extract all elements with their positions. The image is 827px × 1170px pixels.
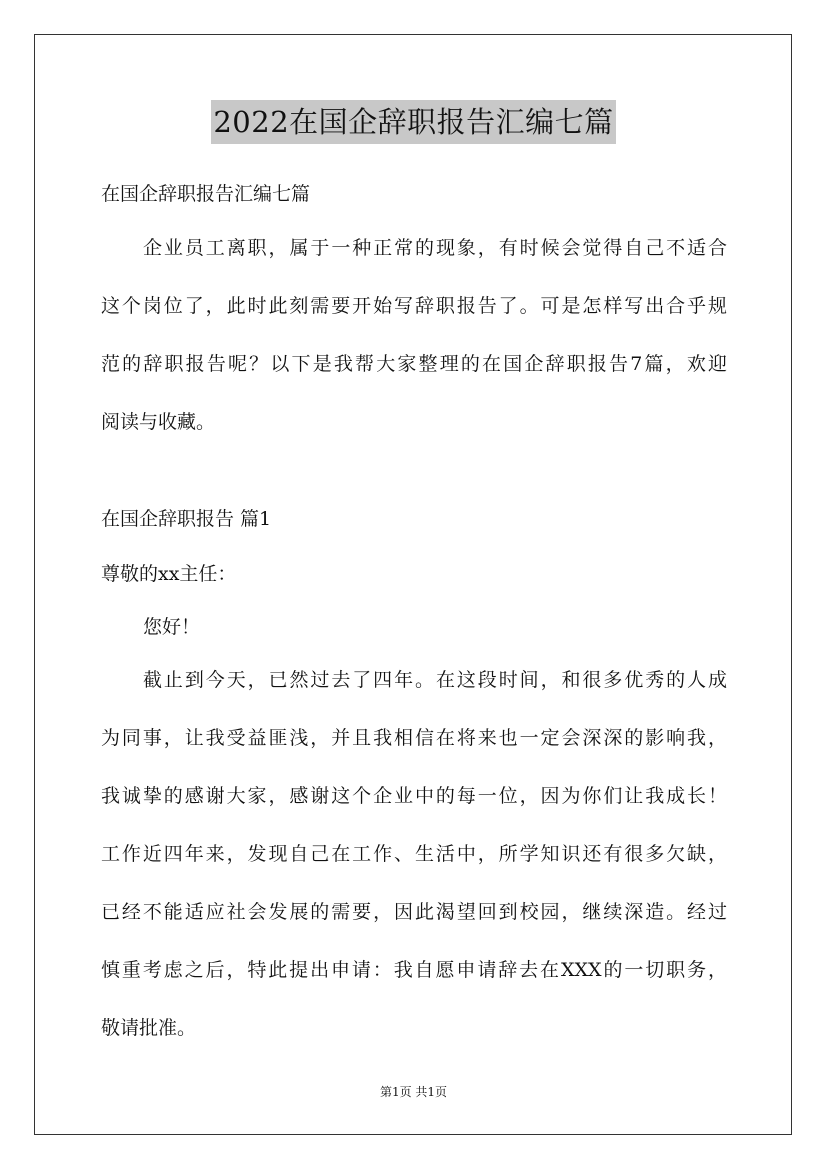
intro-line: 企业员工离职，属于一种正常的现象，有时候会觉得自己不适合 <box>143 237 727 259</box>
title-container <box>0 100 827 144</box>
letter-line: 截止到今天，已然过去了四年。在这段时间，和很多优秀的人成 <box>143 669 727 691</box>
letter-paragraph <box>101 667 727 1073</box>
letter-line: 慎重考虑之后，特此提出申请：我自愿申请辞去在XXX的一切职务， <box>101 959 727 981</box>
intro-line: 阅读与收藏。 <box>101 411 216 433</box>
letter-line: 我诚挚的感谢大家，感谢这个企业中的每一位，因为你们让我成长！ <box>101 785 727 807</box>
letter-line: 为同事，让我受益匪浅，并且我相信在将来也一定会深深的影响我， <box>101 727 727 749</box>
greeting: 您好！ <box>143 616 201 638</box>
page-footer: 第1页 共1页 <box>379 1085 448 1099</box>
document-title: 2022在国企辞职报告汇编七篇 <box>211 100 615 144</box>
section-heading: 在国企辞职报告 篇1 <box>101 508 272 530</box>
intro-line: 这个岗位了，此时此刻需要开始写辞职报告了。可是怎样写出合乎规 <box>101 295 727 317</box>
intro-paragraph <box>101 235 727 467</box>
intro-line: 范的辞职报告呢？以下是我帮大家整理的在国企辞职报告7篇，欢迎 <box>101 353 727 375</box>
letter-line: 敬请批准。 <box>101 1017 197 1039</box>
letter-line: 已经不能适应社会发展的需要，因此渴望回到校园，继续深造。经过 <box>101 901 727 923</box>
document-subtitle: 在国企辞职报告汇编七篇 <box>101 183 311 205</box>
letter-line: 工作近四年来，发现自己在工作、生活中，所学知识还有很多欠缺， <box>101 843 727 865</box>
salutation: 尊敬的xx主任： <box>101 563 237 585</box>
